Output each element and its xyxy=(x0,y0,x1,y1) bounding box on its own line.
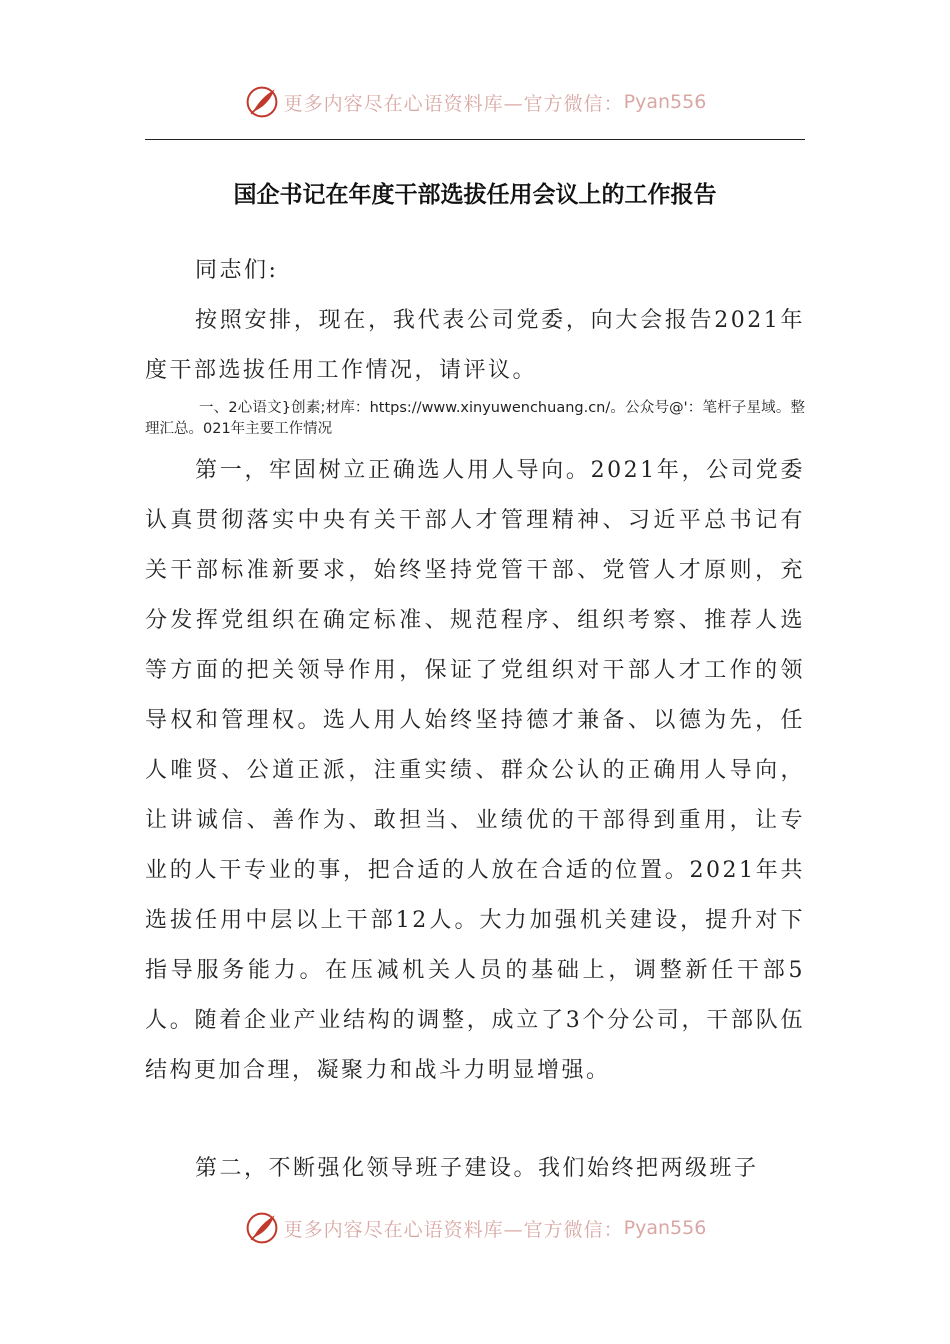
salutation: 同志们: xyxy=(195,258,279,283)
footer-banner-text: 更多内容尽在心语资料库—官方微信： xyxy=(283,1218,624,1241)
quill-logo-icon xyxy=(244,1210,280,1246)
section-heading-block xyxy=(145,398,805,440)
header-banner-text: 更多内容尽在心语资料库—官方微信： xyxy=(283,92,624,115)
header-banner xyxy=(0,82,950,122)
paragraph-first-point: 第一，牢固树立正确选人用人导向。2021年，公司党委认真贯彻落实中央有关干部人才管理精神、习近平总书记有关干部标准新要求，始终坚持党管干部、党管人才原则，充分发挥党组织在确定标准、规范程序、组织考察、推荐人选等方面的把关领导作用，保证了党组织对干部人才工作的领导权和管理权。选人用人始终坚持德才兼备、以德为先，任人唯贤、公道正派，注重实绩、群众公认的正确用人导向，让讲诚信、善作为、敢担当、业绩优的干部得到重用，让专业的人干专业的事，把合适的人放在合适的位置。2021年共选拔任用中层以上干部12人。大力加强机关建设，提升对下指导服务能力。在压减机关人员的基础上，调整新任干部5人。随着企业产业结构的调整，成立了3个分公司，干部队伍结构更加合理，凝聚力和战斗力明显增强。 xyxy=(145,458,805,1083)
paragraph-intro: 按照安排，现在，我代表公司党委，向大会报告2021年度干部选拔任用工作情况，请评议。 xyxy=(145,308,805,383)
header-wechat-id: Pyan556 xyxy=(623,91,707,113)
paragraph-second-point: 第二，不断强化领导班子建设。我们始终把两级班子 xyxy=(195,1156,759,1181)
section-heading: 一、2心语文}创素;材库：https://www.xinyuwenchuang.cn/。公众号@'：笔杆子星域。整理汇总。021年主要工作情况 xyxy=(145,400,805,437)
paragraph-intro-block xyxy=(145,296,805,396)
header-rule xyxy=(145,139,805,140)
footer-banner xyxy=(0,1208,950,1248)
salutation-block xyxy=(145,246,805,296)
paragraph-second-point-block xyxy=(145,1144,805,1194)
quill-logo-icon xyxy=(244,84,280,120)
document-title: 国企书记在年度干部选拔任用会议上的工作报告 xyxy=(233,182,717,208)
footer-wechat-id: Pyan556 xyxy=(623,1217,707,1239)
paragraph-first-point-block xyxy=(145,446,805,1096)
